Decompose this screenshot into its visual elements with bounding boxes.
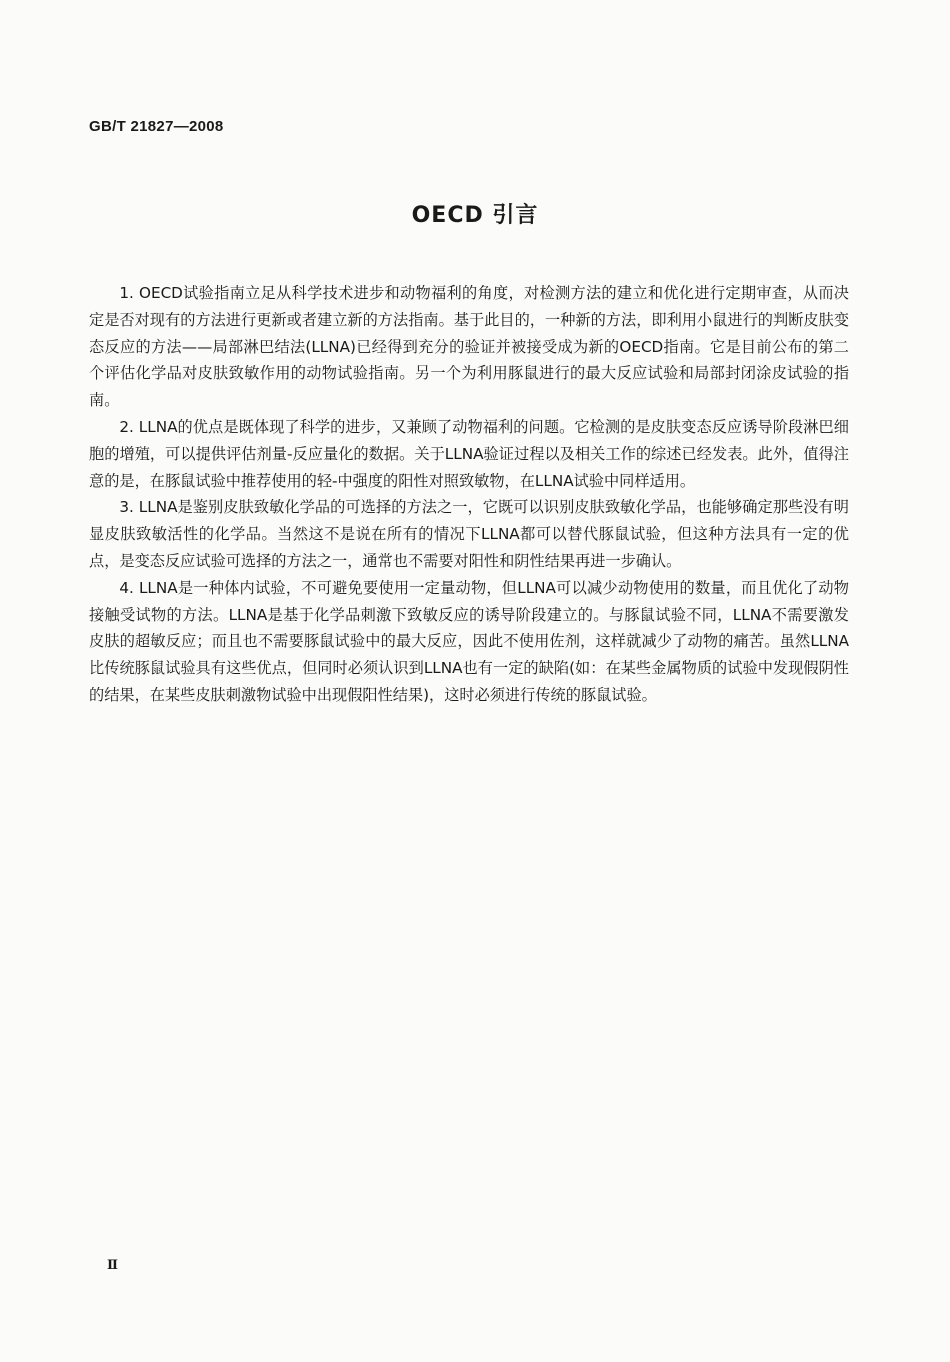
paragraph-4: 4. LLNA是一种体内试验，不可避免要使用一定量动物，但LLNA可以减少动物使用的数量，而且优化了动物接触受试物的方法。LLNA是基于化学品刺激下致敏反应的诱导阶段建立的。与豚鼠试验不同，LLNA不需要激发皮肤的超敏反应；而且也不需要豚鼠试验中的最大反应，因此不使用佐剂，这样就减少了动物的痛苦。虽然LLNA比传统豚鼠试验具有这些优点，但同时必须认识到LLNA也有一定的缺陷(如：在某些金属物质的试验中发现假阴性的结果，在某些皮肤刺激物试验中出现假阳性结果)，这时必须进行传统的豚鼠试验。 — [89, 578, 849, 704]
paragraph-2: 2. LLNA的优点是既体现了科学的进步，又兼顾了动物福利的问题。它检测的是皮肤变态反应诱导阶段淋巴细胞的增殖，可以提供评估剂量-反应量化的数据。关于LLNA验证过程以及相关工作的综述已经发表。此外，值得注意的是，在豚鼠试验中推荐使用的轻-中强度的阳性对照致敏物，在LLNA试验中同样适用。 — [89, 417, 849, 490]
page-title: OECD 引言 — [411, 203, 539, 228]
page-number: Ⅱ — [107, 1258, 118, 1273]
standard-code: GB/T 21827—2008 — [89, 118, 224, 135]
paragraph-3: 3. LLNA是鉴别皮肤致敏化学品的可选择的方法之一，它既可以识别皮肤致敏化学品，也能够确定那些没有明显皮肤致敏活性的化学品。当然这不是说在所有的情况下LLNA都可以替代豚鼠试验，但这种方法具有一定的优点，是变态反应试验可选择的方法之一，通常也不需要对阳性和阴性结果再进一步确认。 — [89, 498, 849, 570]
paragraph-1: 1. OECD试验指南立足从科学技术进步和动物福利的角度，对检测方法的建立和优化进行定期审查，从而决定是否对现有的方法进行更新或者建立新的方法指南。基于此目的，一种新的方法，即利用小鼠进行的判断皮肤变态反应的方法——局部淋巴结法(LLNA)已经得到充分的验证并被接受成为新的OECD指南。它是目前公布的第二个评估化学品对皮肤致敏作用的动物试验指南。另一个为利用豚鼠进行的最大反应试验和局部封闭涂皮试验的指南。 — [89, 284, 849, 410]
body-text — [89, 280, 849, 709]
